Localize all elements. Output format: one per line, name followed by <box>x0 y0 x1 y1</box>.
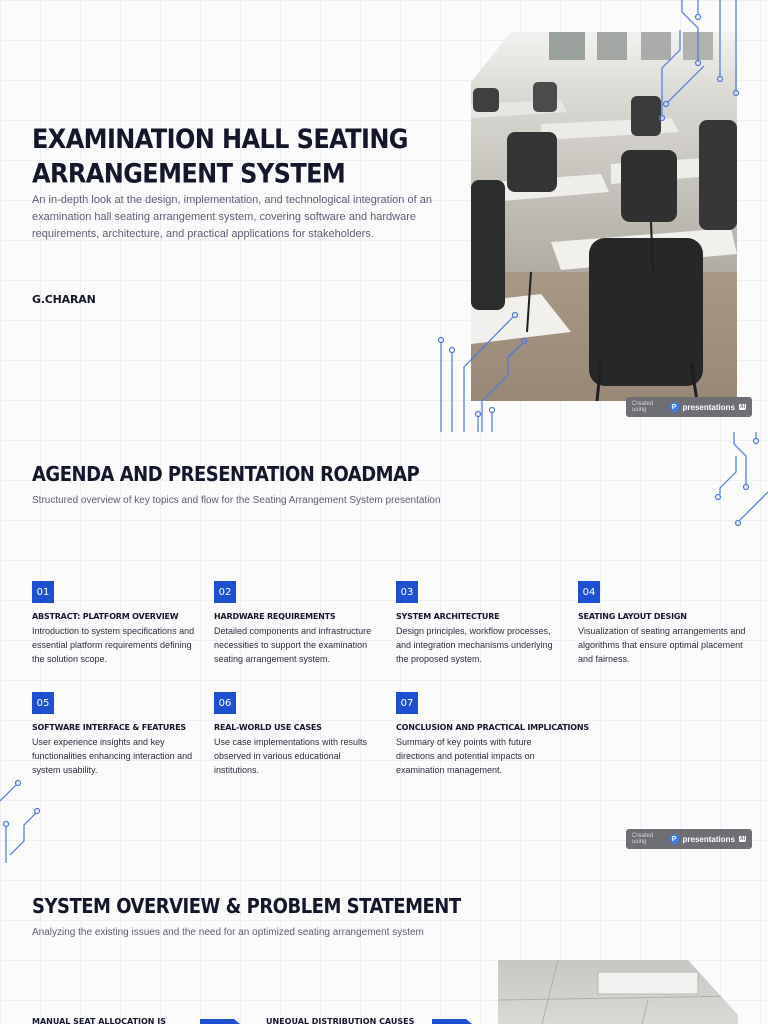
agenda-item-title: SOFTWARE INTERFACE & FEATURES <box>32 723 186 732</box>
agenda-item-number: 01 <box>32 581 54 603</box>
agenda-item-description: Summary of key points with future directions and potential impacts on examination management. <box>396 737 535 775</box>
agenda-item-description: Visualization of seating arrangements and algorithms that ensure optimal placement and fairness. <box>578 626 746 664</box>
ceiling-photo <box>498 960 738 1024</box>
agenda-item-title: HARDWARE REQUIREMENTS <box>214 612 336 621</box>
problem-card-title: MANUAL SEAT ALLOCATION IS <box>32 1017 167 1024</box>
agenda-item <box>396 692 589 777</box>
badge-brand-suffix: AI <box>740 836 745 842</box>
agenda-item-number: 06 <box>214 692 236 714</box>
agenda-item-number: 04 <box>578 581 600 603</box>
agenda-item-title: SEATING LAYOUT DESIGN <box>578 612 687 621</box>
agenda-item <box>214 692 384 777</box>
agenda-item-number: 03 <box>396 581 418 603</box>
title-slide <box>0 0 768 432</box>
arrow-icon <box>432 1019 472 1024</box>
badge-created-using-text: Created using <box>632 401 654 413</box>
overview-subtitle: Analyzing the existing issues and the need for an optimized seating arrangement system <box>32 927 424 938</box>
arrow-icon <box>200 1019 240 1024</box>
agenda-item-description: User experience insights and key functionalities enhancing interaction and system usability. <box>32 737 193 775</box>
overview-title: SYSTEM OVERVIEW & PROBLEM STATEMENT <box>32 895 461 919</box>
agenda-item <box>32 692 202 777</box>
agenda-item-title: ABSTRACT: PLATFORM OVERVIEW <box>32 612 179 621</box>
agenda-item-number: 05 <box>32 692 54 714</box>
presentation-subtitle: An in-depth look at the design, implementation, and technological integration of an examination hall seating arrangement system, covering software and hardware requirements, architecture, and practical applications for stakeholders. <box>32 194 432 240</box>
circuit-decoration-top-right <box>640 0 750 130</box>
circuit-decoration-left <box>0 777 44 864</box>
agenda-item-description: Use case implementations with results observed in various educational institutions. <box>214 737 368 775</box>
agenda-item-number: 02 <box>214 581 236 603</box>
agenda-item-title: SYSTEM ARCHITECTURE <box>396 612 500 621</box>
agenda-item-title: REAL-WORLD USE CASES <box>214 723 322 732</box>
created-using-badge[interactable] <box>626 397 752 417</box>
agenda-item-description: Introduction to system specifications and essential platform requirements defining the solution scope. <box>32 626 195 664</box>
agenda-item-description: Design principles, workflow processes, and integration mechanisms underlying the proposed system. <box>396 626 553 664</box>
problem-card-title: UNEQUAL DISTRIBUTION CAUSES <box>266 1017 415 1024</box>
presentation-title: EXAMINATION HALL SEATING ARRANGEMENT SYSTEM <box>32 123 408 190</box>
presentations-logo-icon: P <box>670 834 679 844</box>
author-name: G.CHARAN <box>32 293 96 306</box>
circuit-decoration-bottom-center <box>430 305 530 432</box>
agenda-item <box>214 581 384 666</box>
circuit-decoration-right <box>708 432 768 532</box>
agenda-item <box>396 581 566 666</box>
badge-brand-text: presentations <box>682 834 735 844</box>
agenda-item-title: CONCLUSION AND PRACTICAL IMPLICATIONS <box>396 723 589 732</box>
badge-created-using-text: Created using <box>632 833 654 845</box>
agenda-item <box>578 581 748 666</box>
badge-brand-suffix: AI <box>740 404 745 410</box>
created-using-badge[interactable] <box>626 829 752 849</box>
agenda-item-number: 07 <box>396 692 418 714</box>
overview-slide <box>0 864 768 1024</box>
agenda-subtitle: Structured overview of key topics and flow for the Seating Arrangement System presentation <box>32 495 441 506</box>
presentations-logo-icon: P <box>670 402 679 412</box>
agenda-title: AGENDA AND PRESENTATION ROADMAP <box>32 463 420 487</box>
badge-brand-text: presentations <box>682 402 735 412</box>
agenda-item <box>32 581 202 666</box>
agenda-slide <box>0 432 768 864</box>
agenda-item-description: Detailed components and infrastructure necessities to support the examination seating arrangement system. <box>214 626 372 664</box>
